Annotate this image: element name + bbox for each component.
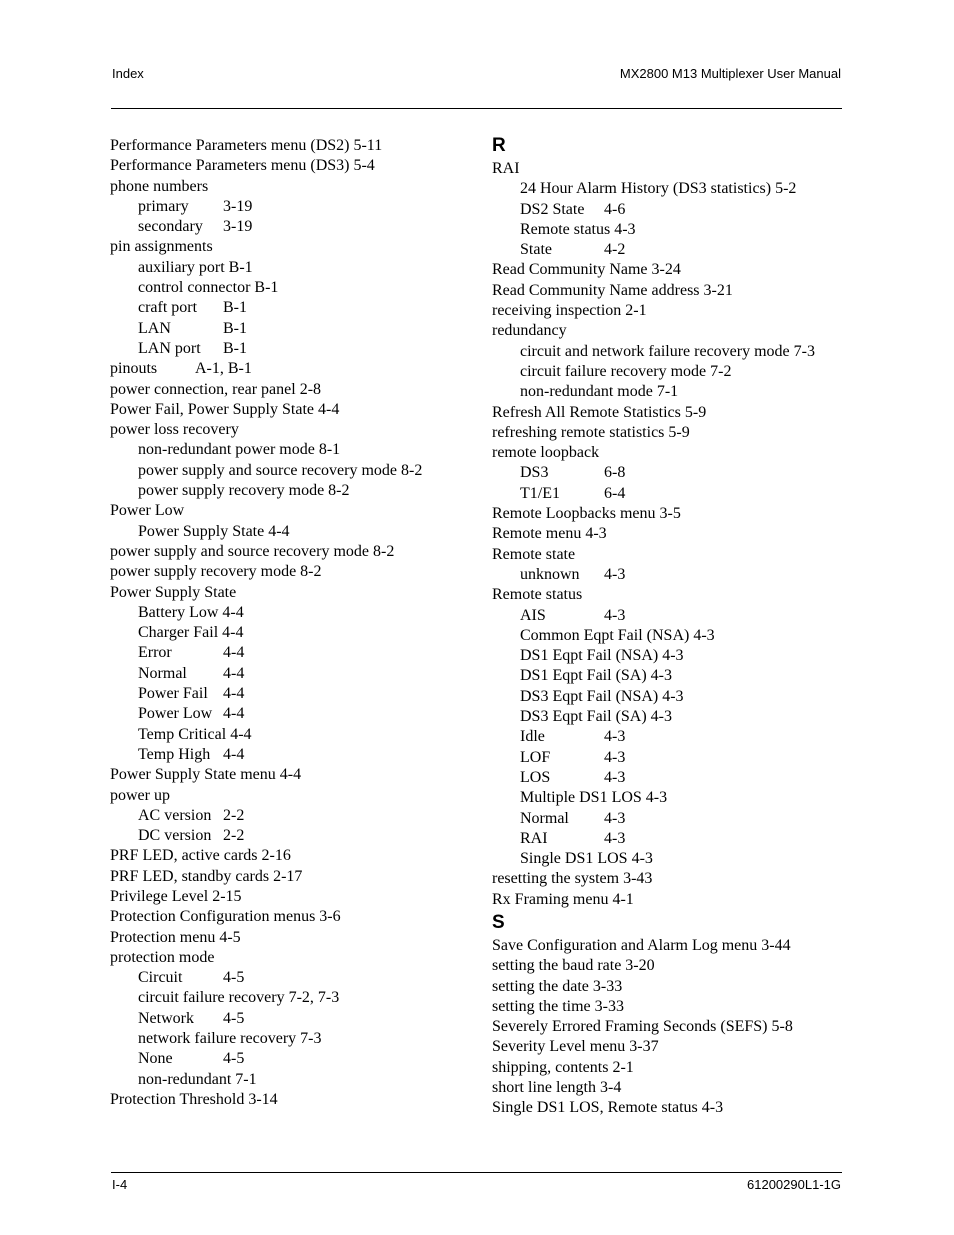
index-term: LAN	[138, 319, 171, 337]
index-entry: PRF LED, active cards 2-16	[110, 847, 291, 865]
index-subentry: circuit and network failure recovery mode 7-3	[520, 342, 815, 360]
index-entry: Remote status	[492, 586, 583, 604]
index-term: craft port	[138, 299, 198, 317]
index-subentry: power supply recovery mode 8-2	[138, 482, 350, 500]
index-subentry: Temp Critical 4-4	[138, 725, 252, 743]
index-term: pinouts	[110, 360, 158, 378]
index-subentry: Battery Low 4-4	[138, 603, 244, 621]
index-subentry	[492, 768, 852, 788]
index-entry: Protection menu 4-5	[110, 928, 241, 946]
index-subentry: Power Supply State 4-4	[138, 522, 290, 540]
index-subentry: Remote status 4-3	[520, 220, 636, 238]
index-entry: phone numbers	[110, 177, 209, 195]
running-header-section: Index	[112, 66, 144, 81]
index-entry: resetting the system 3-43	[492, 870, 653, 888]
index-subentry	[492, 727, 852, 747]
index-term: RAI	[520, 829, 548, 847]
index-subentry	[492, 606, 852, 626]
index-entry: setting the date 3-33	[492, 977, 623, 995]
index-entry: setting the time 3-33	[492, 997, 624, 1015]
index-section-letter: R	[492, 135, 506, 156]
index-subentry	[492, 484, 852, 504]
index-subentry: power supply and source recovery mode 8-2	[138, 461, 423, 479]
index-subentry	[110, 745, 470, 765]
index-entry: Performance Parameters menu (DS2) 5-11	[110, 137, 383, 154]
index-page-ref: 6-8	[604, 464, 626, 482]
index-term: AC version	[138, 806, 212, 824]
index-page-ref: 2-2	[223, 827, 245, 845]
index-entry: pin assignments	[110, 238, 213, 256]
index-subentry: non-redundant power mode 8-1	[138, 441, 341, 459]
index-subentry	[492, 565, 852, 585]
index-entry: Power Supply State	[110, 583, 237, 601]
index-subentry	[110, 339, 470, 359]
index-entry: Power Low	[110, 502, 185, 520]
index-page-ref: B-1	[223, 319, 247, 337]
footer-rule	[111, 1172, 842, 1173]
index-page-ref: 4-3	[604, 829, 626, 847]
index-page-ref: 3-19	[223, 218, 253, 236]
index-entry: Save Configuration and Alarm Log menu 3-44	[492, 936, 791, 954]
index-entry: Refresh All Remote Statistics 5-9	[492, 403, 707, 421]
index-entry: Remote Loopbacks menu 3-5	[492, 505, 681, 523]
index-subentry: circuit failure recovery 7-2, 7-3	[138, 989, 340, 1007]
index-subentry	[110, 968, 470, 988]
index-subentry	[492, 829, 852, 849]
index-entry: receiving inspection 2-1	[492, 302, 647, 320]
index-subentry	[110, 826, 470, 846]
index-subentry	[492, 240, 852, 260]
index-page-ref: 4-5	[223, 969, 245, 987]
index-subentry	[492, 463, 852, 483]
index-term: Power Low	[138, 705, 213, 723]
index-subentry	[110, 319, 470, 339]
index-entry: Single DS1 LOS, Remote status 4-3	[492, 1099, 724, 1117]
index-entry: Protection Threshold 3-14	[110, 1090, 278, 1108]
index-page-ref: B-1	[223, 339, 247, 357]
index-page-ref: 4-4	[223, 644, 245, 662]
index-term: T1/E1	[520, 484, 560, 502]
index-entry: shipping, contents 2-1	[492, 1058, 634, 1076]
index-term: unknown	[520, 565, 580, 583]
index-page-ref: 4-3	[604, 748, 626, 766]
index-subentry	[110, 704, 470, 724]
index-subentry: 24 Hour Alarm History (DS3 statistics) 5-2	[520, 180, 797, 198]
index-entry: Remote menu 4-3	[492, 525, 607, 543]
index-term: Temp High	[138, 745, 211, 763]
index-term: secondary	[138, 218, 203, 236]
index-entry: power supply recovery mode 8-2	[110, 563, 322, 581]
index-subentry: DS1 Eqpt Fail (NSA) 4-3	[520, 647, 684, 665]
index-subentry	[110, 217, 470, 237]
index-subentry	[492, 748, 852, 768]
index-page-ref: 4-4	[223, 685, 245, 703]
document-number: 61200290L1-1G	[747, 1177, 841, 1192]
index-subentry	[110, 643, 470, 663]
index-entry: power loss recovery	[110, 421, 239, 439]
index-subentry: control connector B-1	[138, 279, 279, 297]
index-subentry: Common Eqpt Fail (NSA) 4-3	[520, 626, 715, 644]
index-entry: Read Community Name address 3-21	[492, 281, 733, 299]
index-subentry: non-redundant 7-1	[138, 1070, 257, 1088]
index-page-ref: 2-2	[223, 806, 245, 824]
index-term: LOF	[520, 748, 551, 766]
index-entry: Severity Level menu 3-37	[492, 1038, 659, 1056]
index-term: Circuit	[138, 969, 183, 987]
index-page-ref: B-1	[223, 299, 247, 317]
index-entry: power connection, rear panel 2-8	[110, 380, 322, 398]
index-page-ref: 6-4	[604, 484, 626, 502]
index-subentry: Multiple DS1 LOS 4-3	[520, 789, 668, 807]
index-subentry: network failure recovery 7-3	[138, 1030, 322, 1048]
index-subentry: auxiliary port B-1	[138, 258, 253, 276]
index-term: Normal	[138, 664, 187, 682]
index-page-ref: 4-5	[223, 1009, 245, 1027]
index-term: Error	[138, 644, 172, 662]
index-page-ref: 4-4	[223, 664, 245, 682]
index-subentry: DS1 Eqpt Fail (SA) 4-3	[520, 667, 672, 685]
index-term: Idle	[520, 728, 545, 746]
header-rule	[111, 108, 842, 109]
index-subentry: non-redundant mode 7-1	[520, 383, 679, 401]
index-page-ref: 4-4	[223, 745, 245, 763]
index-page-ref: 4-2	[604, 241, 626, 259]
index-entry: Performance Parameters menu (DS3) 5-4	[110, 157, 375, 175]
index-term: State	[520, 241, 552, 259]
index-entry: Protection Configuration menus 3-6	[110, 908, 341, 926]
index-entry: PRF LED, standby cards 2-17	[110, 867, 303, 885]
index-page-ref: 4-3	[604, 606, 626, 624]
index-page-ref: 3-19	[223, 197, 253, 215]
index-entry: setting the baud rate 3-20	[492, 957, 655, 975]
index-entry: RAI	[492, 160, 520, 177]
index-entry	[110, 359, 470, 379]
index-subentry	[492, 809, 852, 829]
index-page-ref: 4-5	[223, 1050, 245, 1068]
index-term: Normal	[520, 809, 569, 827]
index-subentry	[110, 298, 470, 318]
index-entry: redundancy	[492, 322, 567, 340]
index-term: AIS	[520, 606, 546, 624]
index-page-ref: A-1, B-1	[195, 360, 252, 378]
index-entry: Remote state	[492, 545, 576, 563]
index-subentry	[110, 684, 470, 704]
index-subentry	[110, 197, 470, 217]
index-term: DC version	[138, 827, 212, 845]
index-page-ref: 4-3	[604, 728, 626, 746]
index-entry: short line length 3-4	[492, 1079, 622, 1097]
index-subentry: Charger Fail 4-4	[138, 624, 244, 642]
index-term: Power Fail	[138, 685, 208, 703]
index-term: LOS	[520, 768, 551, 786]
index-subentry	[110, 1049, 470, 1069]
index-term: LAN port	[138, 339, 201, 357]
page-number: I-4	[112, 1177, 128, 1192]
index-entry: Power Supply State menu 4-4	[110, 766, 302, 784]
index-column-right	[492, 136, 852, 1119]
index-term: DS3	[520, 464, 549, 482]
index-page-ref: 4-3	[604, 565, 626, 583]
index-term: Network	[138, 1009, 194, 1027]
index-page-ref: 4-3	[604, 768, 626, 786]
index-subentry: DS3 Eqpt Fail (SA) 4-3	[520, 708, 672, 726]
index-subentry	[110, 1009, 470, 1029]
index-entry: power supply and source recovery mode 8-2	[110, 542, 395, 560]
index-entry: power up	[110, 786, 170, 804]
index-page-ref: 4-3	[604, 809, 626, 827]
index-page-ref: 4-6	[604, 200, 626, 218]
index-column-left	[110, 136, 470, 1110]
running-header-title: MX2800 M13 Multiplexer User Manual	[619, 66, 841, 81]
index-page-ref: 4-4	[223, 705, 245, 723]
index-entry: Privilege Level 2-15	[110, 887, 242, 905]
index-subentry: DS3 Eqpt Fail (NSA) 4-3	[520, 687, 684, 705]
index-entry: protection mode	[110, 948, 215, 966]
index-subentry	[110, 806, 470, 826]
index-entry: Rx Framing menu 4-1	[492, 890, 634, 908]
index-term: None	[138, 1050, 173, 1068]
index-section-letter: S	[492, 911, 505, 933]
index-subentry	[492, 200, 852, 220]
index-entry: remote loopback	[492, 444, 600, 462]
index-entry: Severely Errored Framing Seconds (SEFS) 5-8	[492, 1018, 793, 1036]
index-subentry: circuit failure recovery mode 7-2	[520, 362, 732, 380]
index-entry: Power Fail, Power Supply State 4-4	[110, 400, 340, 418]
index-subentry	[110, 664, 470, 684]
index-term: DS2 State	[520, 200, 585, 218]
index-subentry: Single DS1 LOS 4-3	[520, 850, 653, 868]
index-entry: Read Community Name 3-24	[492, 261, 681, 279]
index-term: primary	[138, 197, 189, 215]
index-entry: refreshing remote statistics 5-9	[492, 423, 690, 441]
